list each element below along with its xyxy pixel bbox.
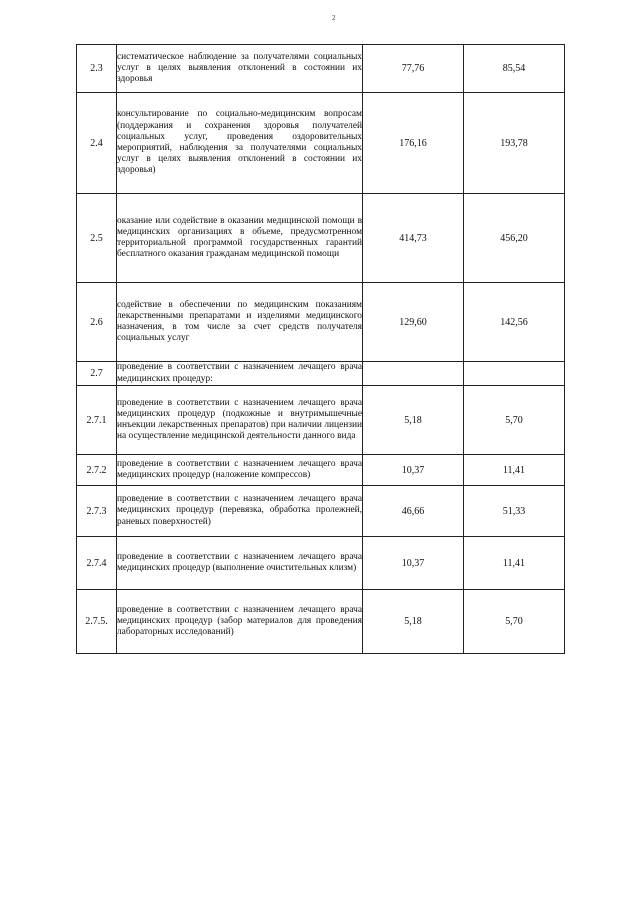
- table-row: [77, 283, 565, 362]
- row-number: 2.6: [77, 283, 117, 362]
- row-description: оказание или содействие в оказании медицинской помощи в медицинских организациях в объеме, предусмотренном территориальной программой государственных гарантий бесплатного оказания гражданам медицинской помощи: [117, 194, 363, 283]
- row-number: 2.7.1: [77, 386, 117, 455]
- row-value-2: 456,20: [464, 194, 565, 283]
- table-row: [77, 486, 565, 537]
- table-row: [77, 386, 565, 455]
- row-number: 2.7.2: [77, 455, 117, 486]
- services-table: [76, 44, 565, 654]
- row-number: 2.7.3: [77, 486, 117, 537]
- row-value-2: 85,54: [464, 45, 565, 93]
- row-number: 2.3: [77, 45, 117, 93]
- row-value-1: 46,66: [363, 486, 464, 537]
- services-table-body: [77, 45, 565, 654]
- row-number: 2.4: [77, 93, 117, 194]
- row-value-1: 129,60: [363, 283, 464, 362]
- row-value-1: 5,18: [363, 590, 464, 654]
- row-value-1: 10,37: [363, 455, 464, 486]
- table-row: [77, 93, 565, 194]
- row-number: 2.7.4: [77, 537, 117, 590]
- row-description: проведение в соответствии с назначением лечащего врача медицинских процедур (наложение компрессов): [117, 455, 363, 486]
- table-row: [77, 537, 565, 590]
- table-row: [77, 194, 565, 283]
- row-description: проведение в соответствии с назначением лечащего врача медицинских процедур (перевязка, обработка пролежней, раневых поверхностей): [117, 486, 363, 537]
- row-description: проведение в соответствии с назначением лечащего врача медицинских процедур (подкожные и внутримышечные инъекции лекарственных препаратов) при наличии лицензии на осуществление медицинской деятельности данного вида: [117, 386, 363, 455]
- row-value-1: [363, 362, 464, 386]
- row-description: консультирование по социально-медицинским вопросам (поддержания и сохранения здоровья получателей социальных услуг, проведения оздоровительных мероприятий, наблюдения за получателями социальных услуг в целях выявления отклонений в состоянии их здоровья): [117, 93, 363, 194]
- row-description: проведение в соответствии с назначением лечащего врача медицинских процедур:: [117, 362, 362, 384]
- row-value-1: 414,73: [363, 194, 464, 283]
- table-row: [77, 590, 565, 654]
- row-description: содействие в обеспечении по медицинским показаниям лекарственными препаратами и изделиями медицинского назначения, в том числе за счет средств получателя социальных услуг: [117, 283, 363, 362]
- row-description: проведение в соответствии с назначением лечащего врача медицинских процедур (выполнение очистительных клизм): [117, 537, 363, 590]
- row-value-2: 193,78: [464, 93, 565, 194]
- row-value-2: 5,70: [464, 386, 565, 455]
- row-number: 2.7.5.: [77, 590, 117, 654]
- row-value-2: 11,41: [464, 455, 565, 486]
- row-value-2: 51,33: [464, 486, 565, 537]
- row-description: систематическое наблюдение за получателями социальных услуг в целях выявления отклонений в состоянии их здоровья: [117, 45, 363, 93]
- table-row: [77, 45, 565, 93]
- row-description: проведение в соответствии с назначением лечащего врача медицинских процедур (забор материалов для проведения лабораторных исследований): [117, 590, 363, 654]
- row-value-2: 142,56: [464, 283, 565, 362]
- row-value-2: 5,70: [464, 590, 565, 654]
- row-number: 2.5: [77, 194, 117, 283]
- row-value-1: 5,18: [363, 386, 464, 455]
- table-row: [77, 362, 565, 386]
- row-value-2: 11,41: [464, 537, 565, 590]
- row-value-2: [464, 362, 565, 386]
- row-value-1: 10,37: [363, 537, 464, 590]
- row-value-1: 176,16: [363, 93, 464, 194]
- page-number: 2: [332, 14, 336, 22]
- table-row: [77, 455, 565, 486]
- row-value-1: 77,76: [363, 45, 464, 93]
- row-number: 2.7: [77, 362, 117, 386]
